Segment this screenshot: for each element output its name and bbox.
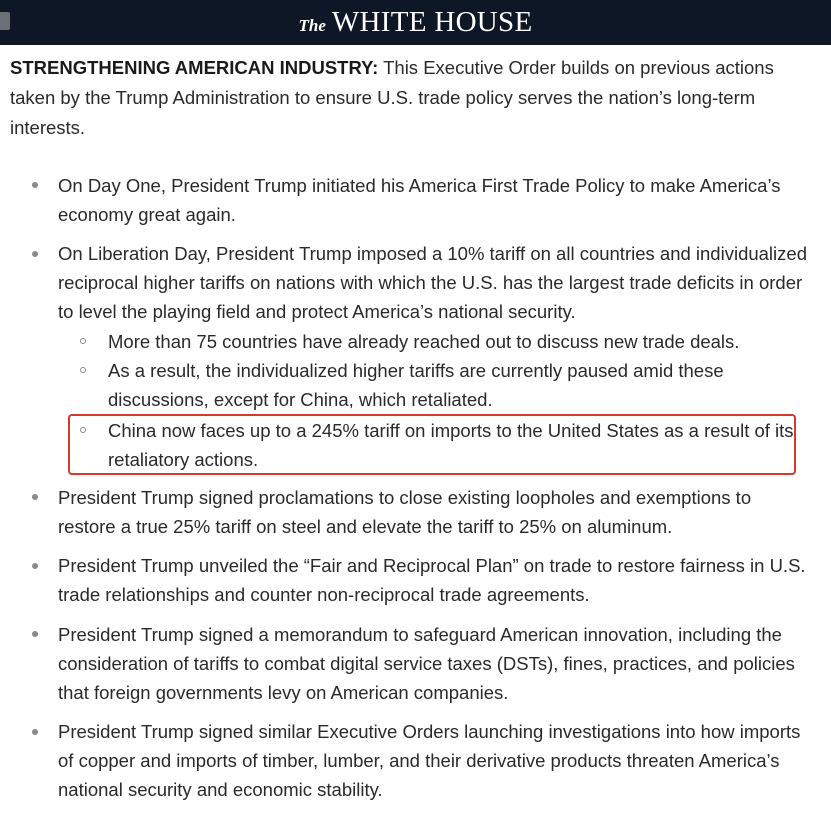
list-item: On Liberation Day, President Trump imposed a 10% tariff on all countries and individualized reciprocal higher tariffs on nations with which the U.S. has the largest trade deficits in order to level the playing field and protect America’s national security. [58, 243, 807, 322]
list-item: President Trump signed similar Executive Orders launching investigations into how imports of copper and imports of timber, lumber, and their derivative products threaten America’s national security and economic stability. [58, 721, 801, 800]
sub-bullet-circle [80, 367, 86, 373]
white-house-logo[interactable] [298, 6, 532, 39]
list-item: President Trump signed a memorandum to safeguard American innovation, including the consideration of tariffs to combat digital service taxes (DSTs), fines, practices, and policies that foreign governments levy on American companies. [58, 624, 795, 703]
highlight-box [68, 414, 796, 475]
bullet-dot [32, 563, 38, 569]
sub-bullet-circle [80, 338, 86, 344]
intro-text: This Executive Order builds on previous actions taken by the Trump Administration to ensure U.S. trade policy serves the nation’s long-term interests. [10, 57, 774, 138]
sub-list-item-highlighted: China now faces up to a 245% tariff on imports to the United States as a result of its retaliatory actions. [108, 420, 794, 470]
bullet-dot [32, 729, 38, 735]
bullet-dot [32, 631, 38, 637]
intro-paragraph [10, 53, 810, 143]
logo-prefix: The [298, 16, 326, 35]
intro-lead: STRENGTHENING AMERICAN INDUSTRY: [10, 57, 379, 78]
sub-list-item: More than 75 countries have already reached out to discuss new trade deals. [108, 331, 740, 352]
bullet-dot [32, 251, 38, 257]
bullet-dot [32, 494, 38, 500]
bullet-dot [32, 182, 38, 188]
site-header [0, 0, 831, 45]
list-item: President Trump unveiled the “Fair and Reciprocal Plan” on trade to restore fairness in U.S. trade relationships and counter non-reciprocal trade agreements. [58, 555, 806, 605]
window-edge-tab [0, 12, 10, 30]
logo-main: WHITE HOUSE [331, 6, 533, 38]
sub-list-item: As a result, the individualized higher tariffs are currently paused amid these discussions, except for China, which retaliated. [108, 360, 724, 410]
list-item: President Trump signed proclamations to close existing loopholes and exemptions to restore a true 25% tariff on steel and elevate the tariff to 25% on aluminum. [58, 487, 752, 537]
list-item: On Day One, President Trump initiated his America First Trade Policy to make America’s economy great again. [58, 175, 781, 225]
